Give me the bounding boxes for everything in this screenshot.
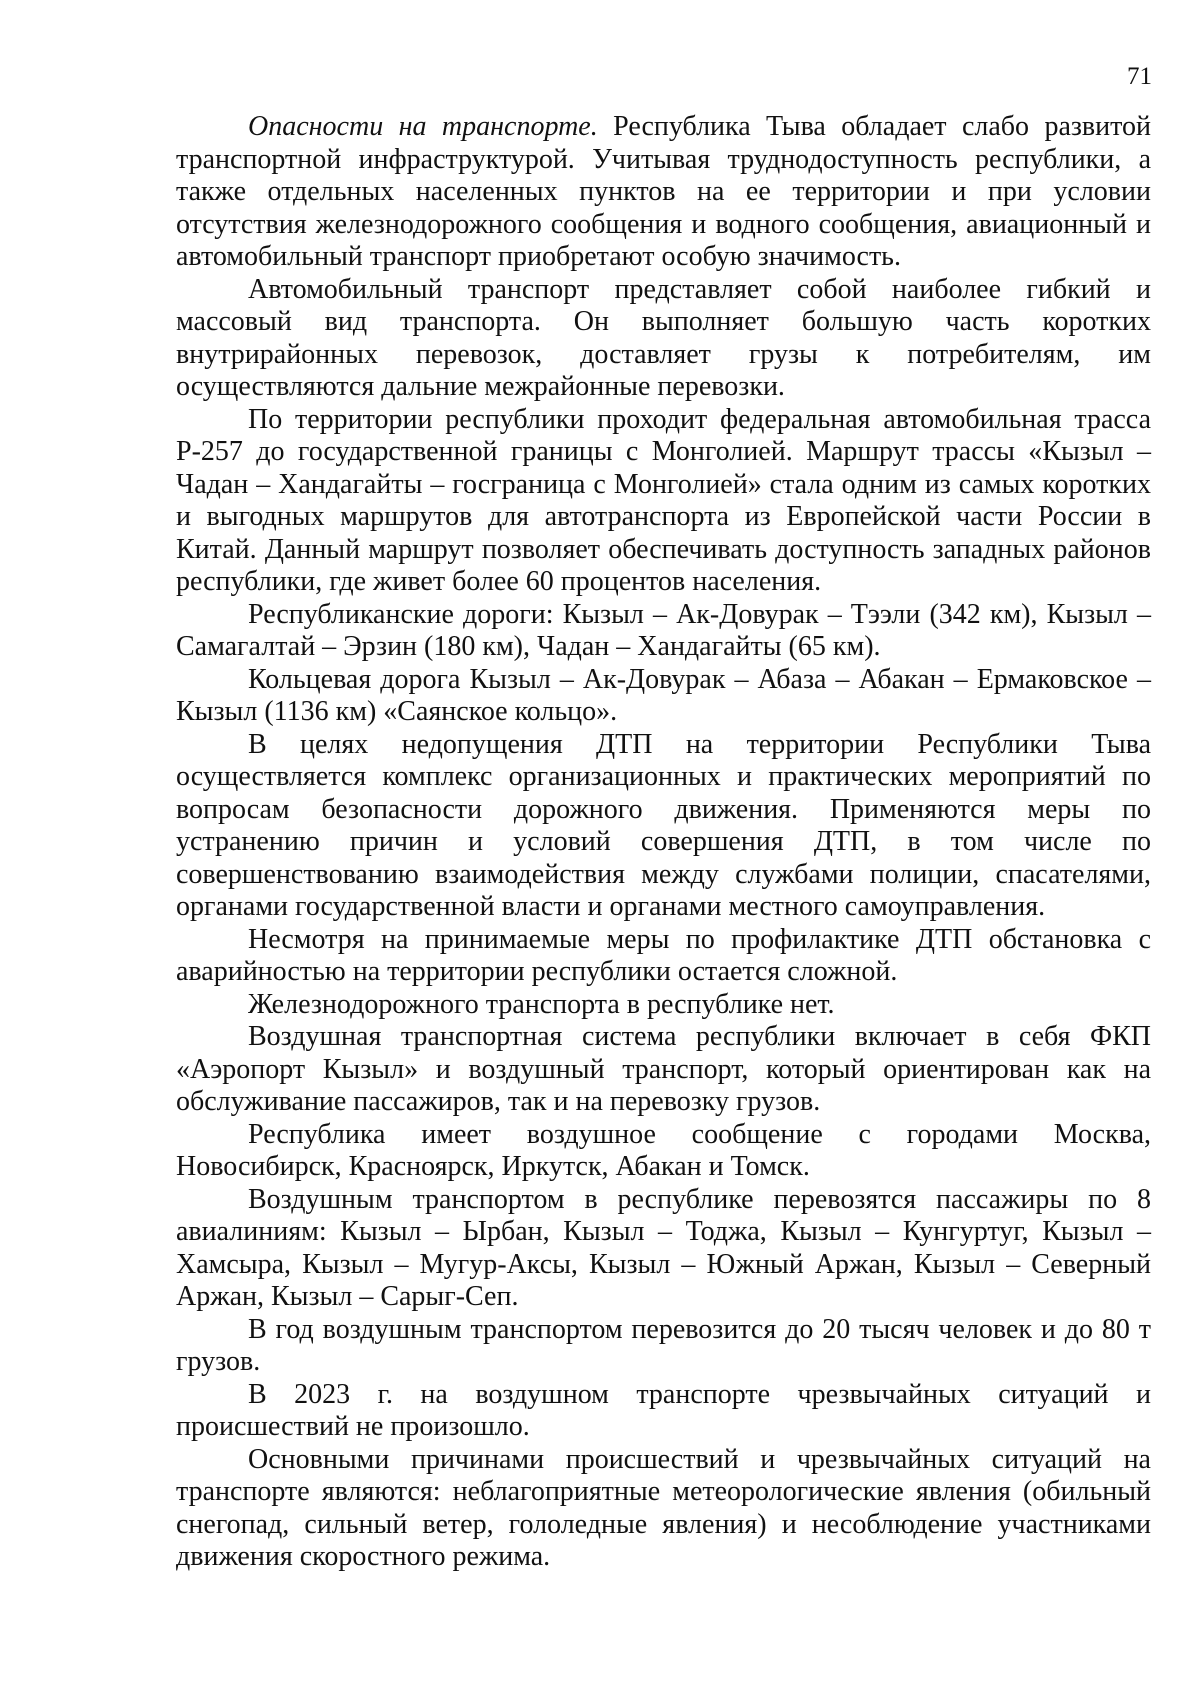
paragraph-text: Республика Тыва обладает слабо развитой транспортной инфраструктурой. Учитывая труднодоступность республики, а также отдельных населенных пунктов на ее территории и при условии отсутствия железнодорожного сообщения и водного сообщения, авиационный и автомобильный транспорт приобретают особую значимость. (176, 111, 1151, 272)
paragraph-air-routes: Воздушным транспортом в республике перевозятся пассажиры по 8 авиалиниям: Кызыл – Ырбан, Кызыл – Тоджа, Кызыл – Кунгуртуг, Кызыл – Хамсыра, Кызыл – Мугур-Аксы, Кызыл – Южный Аржан, Кызыл – Северный Аржан, Кызыл – Сарыг-Сеп. (176, 1183, 1151, 1312)
paragraph-road-transport: Автомобильный транспорт представляет собой наиболее гибкий и массовый вид транспорта. Он выполняет большую часть коротких внутрирайонных перевозок, доставляет грузы к потребителям, им осуществляются дальние межрайонные перевозки. (176, 273, 1151, 402)
paragraph-2023-incidents: В 2023 г. на воздушном транспорте чрезвычайных ситуаций и происшествий не произошло. (176, 1378, 1151, 1442)
paragraph-air-connections: Республика имеет воздушное сообщение с городами Москва, Новосибирск, Красноярск, Иркутск, Абакан и Томск. (176, 1118, 1151, 1182)
paragraph-railway: Железнодорожного транспорта в республике нет. (248, 988, 835, 1020)
paragraph-lead-heading: Опасности на транспорте. (248, 111, 598, 142)
paragraph-main-causes: Основными причинами происшествий и чрезвычайных ситуаций на транспорте являются: неблагоприятные метеорологические явления (обильный снегопад, сильный ветер, гололедные явления) и несоблюдение участниками движения скоростного режима. (176, 1443, 1151, 1572)
document-body (176, 111, 1151, 1574)
paragraph-transport-hazards (176, 111, 1151, 274)
paragraph-road-safety-measures: В целях недопущения ДТП на территории Республики Тыва осуществляется комплекс организационных и практических мероприятий по вопросам безопасности дорожного движения. Применяются меры по устранению причин и условий совершения ДТП, в том числе по совершенствованию взаимодействия между службами полиции, спасателями, органами государственной власти и органами местного самоуправления. (176, 728, 1151, 922)
page-number: 71 (1127, 63, 1152, 90)
paragraph-accident-situation: Несмотря на принимаемые меры по профилактике ДТП обстановка с аварийностью на территории республики остается сложной. (176, 923, 1151, 987)
paragraph-federal-highway: По территории республики проходит федеральная автомобильная трасса Р-257 до государственной границы с Монголией. Маршрут трассы «Кызыл – Чадан – Хандагайты – госграница с Монголией» стала одним из самых коротких и выгодных маршрутов для автотранспорта из Европейской части России в Китай. Данный маршрут позволяет обеспечивать доступность западных районов республики, где живет более 60 процентов населения. (176, 403, 1151, 597)
paragraph-ring-road: Кольцевая дорога Кызыл – Ак-Довурак – Абаза – Абакан – Ермаковское – Кызыл (1136 км) «Саянское кольцо». (176, 663, 1151, 727)
paragraph-air-transport-system: Воздушная транспортная система республики включает в себя ФКП «Аэропорт Кызыл» и воздушный транспорт, который ориентирован как на обслуживание пассажиров, так и на перевозку грузов. (176, 1021, 1151, 1117)
paragraph-republican-roads: Республиканские дороги: Кызыл – Ак-Довурак – Тээли (342 км), Кызыл – Самагалтай – Эрзин (180 км), Чадан – Хандагайты (65 км). (176, 598, 1151, 662)
paragraph-annual-volume: В год воздушным транспортом перевозится до 20 тысяч человек и до 80 т грузов. (176, 1313, 1151, 1377)
